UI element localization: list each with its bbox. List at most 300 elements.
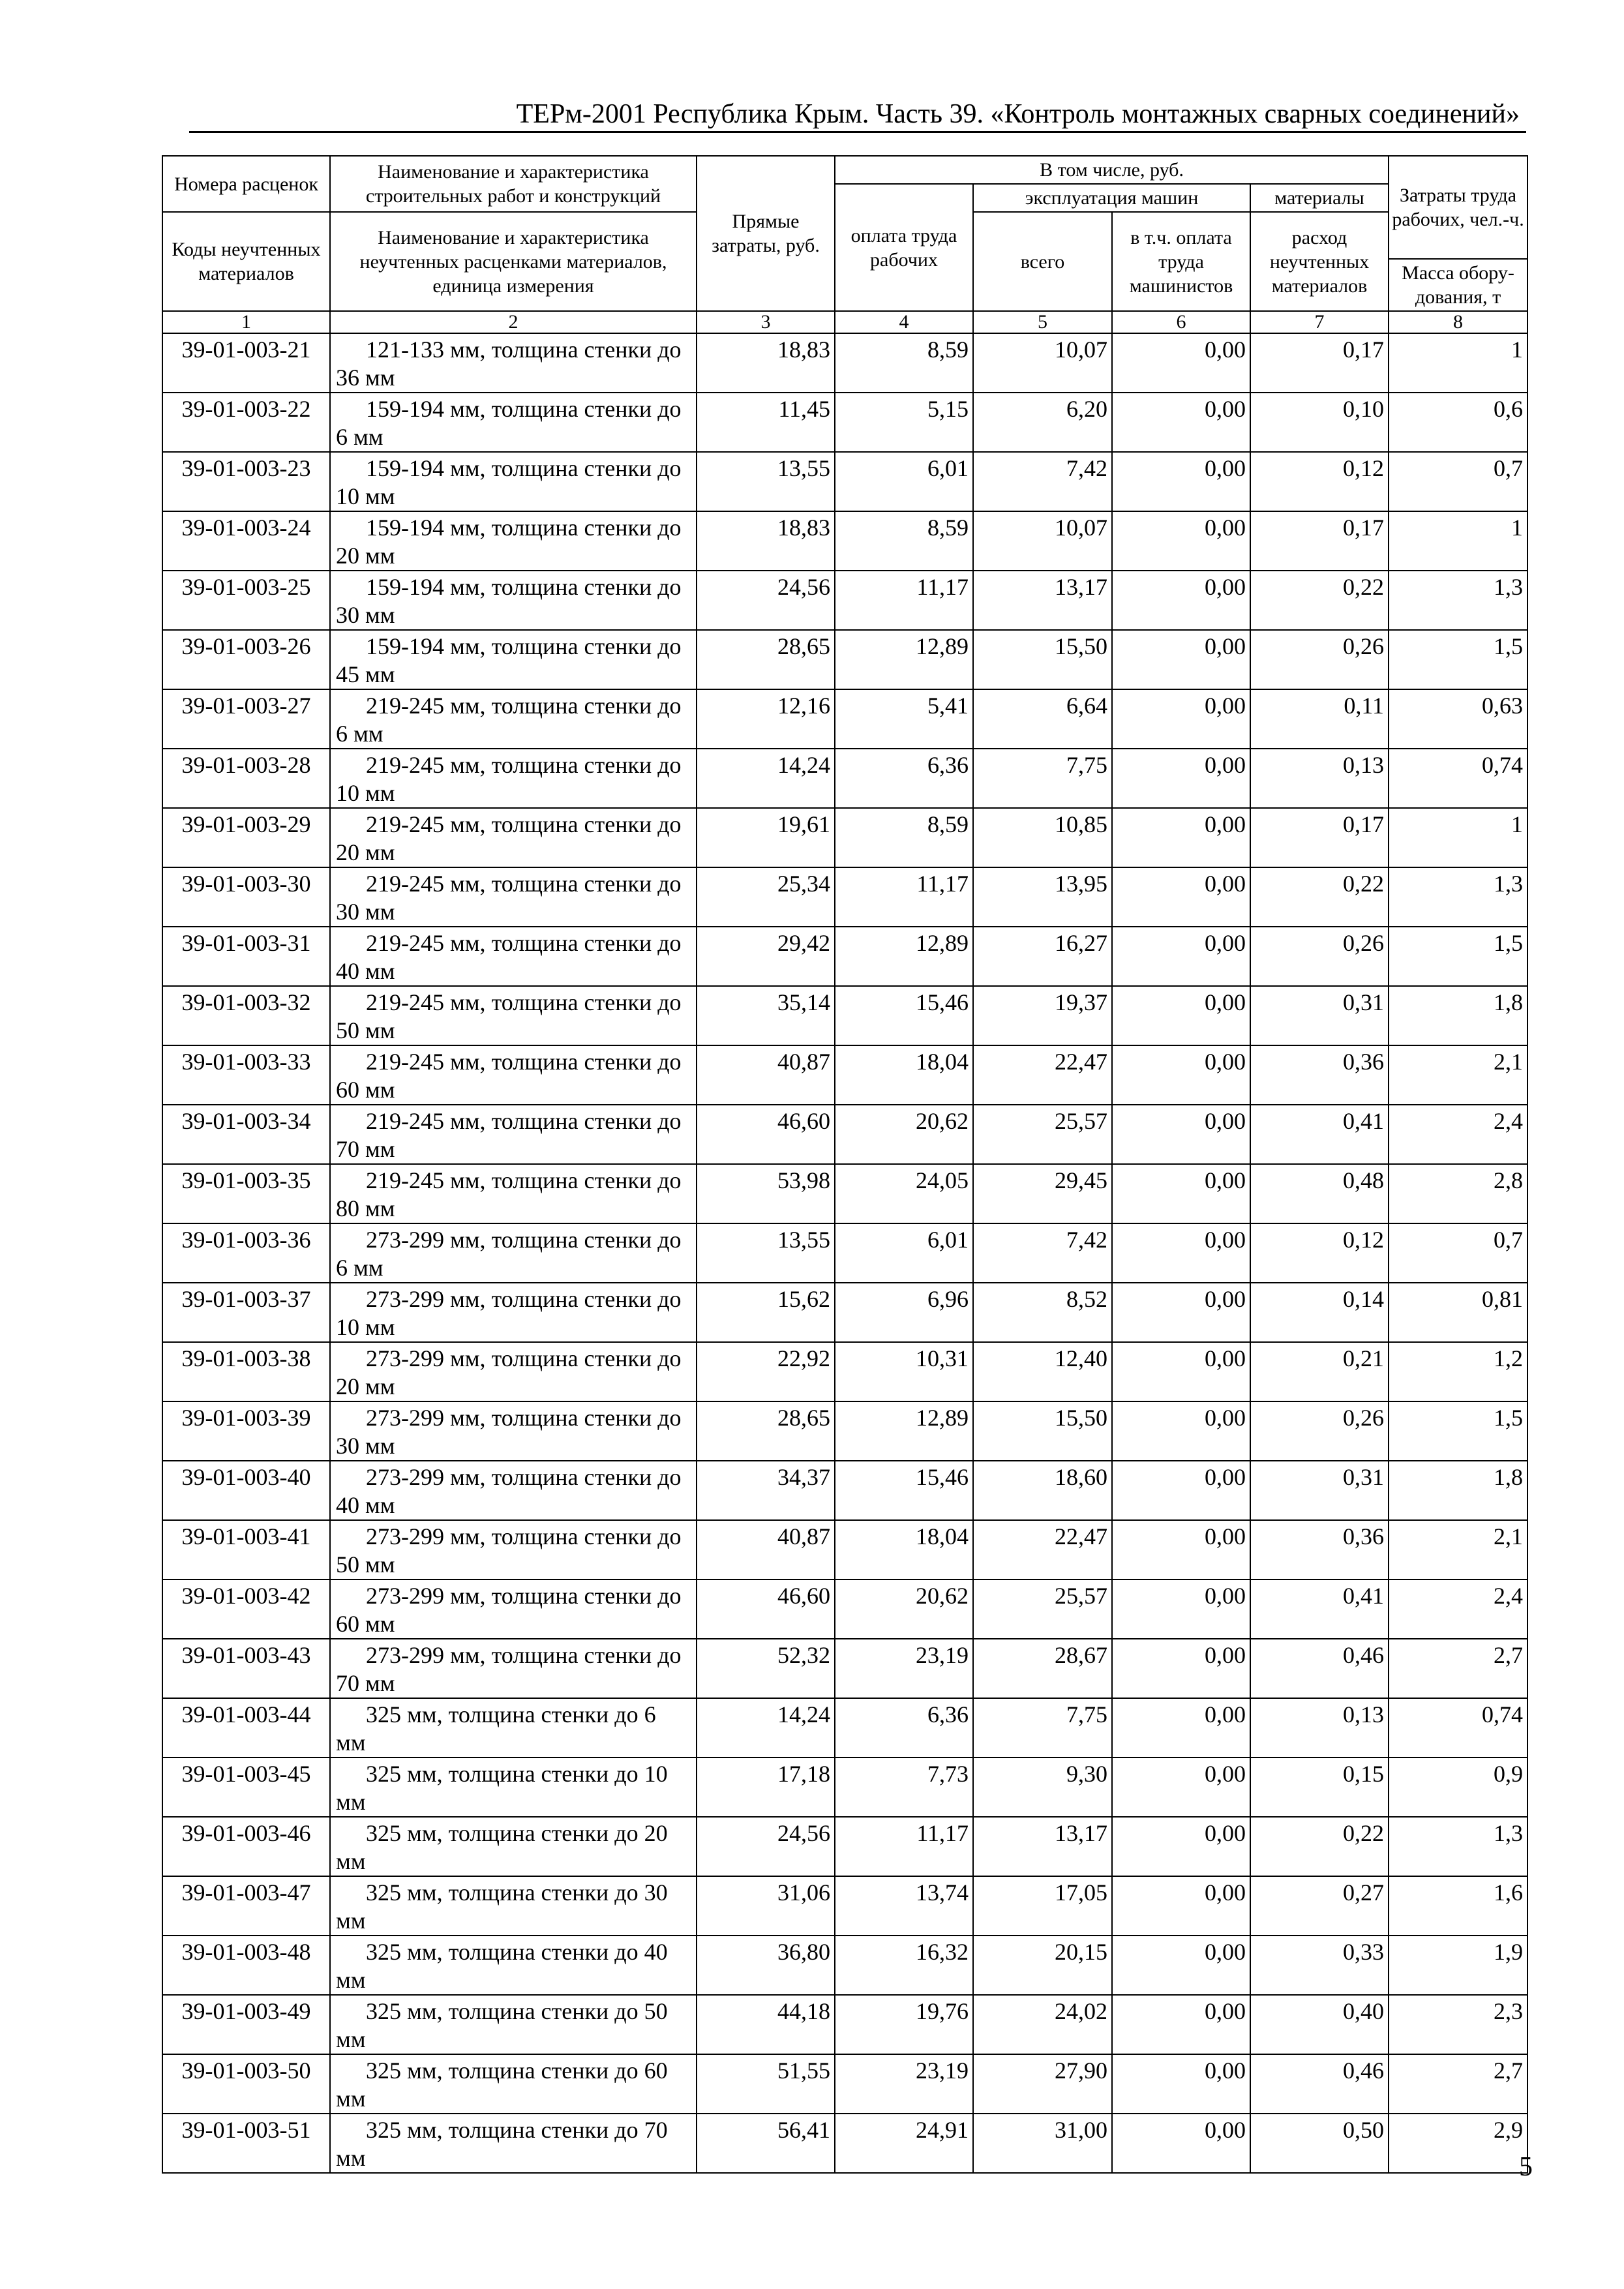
work-name: 159-194 мм, толщина стенки до 20 мм — [330, 511, 697, 571]
machine-total-cell: 13,95 — [973, 867, 1112, 927]
work-name: 273-299 мм, толщина стенки до 70 мм — [330, 1639, 697, 1698]
table-row — [162, 1758, 1527, 1817]
table-row — [162, 1045, 1527, 1105]
labor-hours-cell: 1,8 — [1389, 1461, 1527, 1520]
labor-hours-cell: 2,9 — [1389, 2114, 1527, 2173]
machine-total-cell: 10,07 — [973, 511, 1112, 571]
column-number: 4 — [835, 311, 973, 333]
table-row — [162, 1223, 1527, 1283]
labor-hours-cell: 1,5 — [1389, 1401, 1527, 1461]
labor-hours-cell: 1 — [1389, 511, 1527, 571]
rate-code: 39-01-003-34 — [162, 1105, 330, 1164]
labor-pay-cell: 24,91 — [835, 2114, 973, 2173]
header-machine-total: всего — [973, 212, 1112, 311]
table-row — [162, 1164, 1527, 1223]
direct-costs-cell: 40,87 — [697, 1520, 835, 1579]
machine-total-cell: 27,90 — [973, 2054, 1112, 2114]
work-name: 159-194 мм, толщина стенки до 6 мм — [330, 393, 697, 452]
rate-code: 39-01-003-31 — [162, 927, 330, 986]
machinist-pay-cell: 0,00 — [1112, 1876, 1250, 1936]
work-name: 325 мм, толщина стенки до 70 мм — [330, 2114, 697, 2173]
labor-pay-cell: 15,46 — [835, 1461, 973, 1520]
table-row — [162, 986, 1527, 1045]
machine-total-cell: 22,47 — [973, 1045, 1112, 1105]
rate-code: 39-01-003-45 — [162, 1758, 330, 1817]
table-row — [162, 927, 1527, 986]
machinist-pay-cell: 0,00 — [1112, 511, 1250, 571]
labor-pay-cell: 6,01 — [835, 452, 973, 511]
machinist-pay-cell: 0,00 — [1112, 1639, 1250, 1698]
labor-pay-cell: 13,74 — [835, 1876, 973, 1936]
direct-costs-cell: 40,87 — [697, 1045, 835, 1105]
labor-hours-cell: 0,9 — [1389, 1758, 1527, 1817]
labor-pay-cell: 11,17 — [835, 571, 973, 630]
machinist-pay-cell: 0,00 — [1112, 1995, 1250, 2054]
rate-code: 39-01-003-50 — [162, 2054, 330, 2114]
rate-code: 39-01-003-29 — [162, 808, 330, 867]
rate-code: 39-01-003-43 — [162, 1639, 330, 1698]
work-name: 219-245 мм, толщина стенки до 50 мм — [330, 986, 697, 1045]
labor-pay-cell: 20,62 — [835, 1579, 973, 1639]
header-labor-costs: Затраты труда рабочих, чел.-ч. — [1389, 156, 1527, 259]
machine-total-cell: 10,07 — [973, 333, 1112, 393]
table-row — [162, 1461, 1527, 1520]
column-number: 1 — [162, 311, 330, 333]
machinist-pay-cell: 0,00 — [1112, 393, 1250, 452]
labor-hours-cell: 2,1 — [1389, 1045, 1527, 1105]
materials-cell: 0,17 — [1250, 808, 1389, 867]
labor-hours-cell: 0,74 — [1389, 1698, 1527, 1758]
table-row — [162, 630, 1527, 689]
materials-cell: 0,17 — [1250, 511, 1389, 571]
table-row — [162, 1105, 1527, 1164]
direct-costs-cell: 36,80 — [697, 1936, 835, 1995]
rate-code: 39-01-003-38 — [162, 1342, 330, 1401]
materials-cell: 0,22 — [1250, 867, 1389, 927]
machine-total-cell: 16,27 — [973, 927, 1112, 986]
labor-pay-cell: 24,05 — [835, 1164, 973, 1223]
table-row — [162, 1283, 1527, 1342]
table-row — [162, 571, 1527, 630]
labor-pay-cell: 12,89 — [835, 1401, 973, 1461]
labor-pay-cell: 16,32 — [835, 1936, 973, 1995]
labor-hours-cell: 1,5 — [1389, 630, 1527, 689]
table-row — [162, 393, 1527, 452]
machine-total-cell: 7,42 — [973, 1223, 1112, 1283]
rate-code: 39-01-003-26 — [162, 630, 330, 689]
rate-code: 39-01-003-32 — [162, 986, 330, 1045]
rate-code: 39-01-003-24 — [162, 511, 330, 571]
machinist-pay-cell: 0,00 — [1112, 2054, 1250, 2114]
labor-hours-cell: 2,7 — [1389, 2054, 1527, 2114]
labor-pay-cell: 10,31 — [835, 1342, 973, 1401]
machine-total-cell: 19,37 — [973, 986, 1112, 1045]
machine-total-cell: 10,85 — [973, 808, 1112, 867]
rate-code: 39-01-003-30 — [162, 867, 330, 927]
materials-cell: 0,11 — [1250, 689, 1389, 749]
column-number: 7 — [1250, 311, 1389, 333]
machine-total-cell: 7,75 — [973, 749, 1112, 808]
work-name: 219-245 мм, толщина стенки до 20 мм — [330, 808, 697, 867]
direct-costs-cell: 51,55 — [697, 2054, 835, 2114]
labor-pay-cell: 7,73 — [835, 1758, 973, 1817]
machine-total-cell: 13,17 — [973, 571, 1112, 630]
machinist-pay-cell: 0,00 — [1112, 689, 1250, 749]
machinist-pay-cell: 0,00 — [1112, 2114, 1250, 2173]
machinist-pay-cell: 0,00 — [1112, 927, 1250, 986]
direct-costs-cell: 46,60 — [697, 1105, 835, 1164]
labor-hours-cell: 2,4 — [1389, 1105, 1527, 1164]
machinist-pay-cell: 0,00 — [1112, 1698, 1250, 1758]
work-name: 219-245 мм, толщина стенки до 10 мм — [330, 749, 697, 808]
table-row — [162, 2114, 1527, 2173]
materials-cell: 0,50 — [1250, 2114, 1389, 2173]
materials-cell: 0,31 — [1250, 1461, 1389, 1520]
machinist-pay-cell: 0,00 — [1112, 1105, 1250, 1164]
table-row — [162, 1579, 1527, 1639]
labor-pay-cell: 8,59 — [835, 333, 973, 393]
table-row — [162, 1995, 1527, 2054]
machine-total-cell: 7,42 — [973, 452, 1112, 511]
labor-pay-cell: 12,89 — [835, 927, 973, 986]
rate-code: 39-01-003-37 — [162, 1283, 330, 1342]
direct-costs-cell: 19,61 — [697, 808, 835, 867]
labor-hours-cell: 1,6 — [1389, 1876, 1527, 1936]
rate-code: 39-01-003-36 — [162, 1223, 330, 1283]
machinist-pay-cell: 0,00 — [1112, 571, 1250, 630]
labor-pay-cell: 8,59 — [835, 808, 973, 867]
machine-total-cell: 28,67 — [973, 1639, 1112, 1698]
header-unaccounted-materials: расход неучтенных материалов — [1250, 212, 1389, 311]
header-materials: материалы — [1250, 184, 1389, 212]
labor-pay-cell: 5,41 — [835, 689, 973, 749]
machinist-pay-cell: 0,00 — [1112, 749, 1250, 808]
work-name: 219-245 мм, толщина стенки до 6 мм — [330, 689, 697, 749]
table-row — [162, 452, 1527, 511]
column-number-row — [162, 311, 1527, 333]
machinist-pay-cell: 0,00 — [1112, 1164, 1250, 1223]
labor-hours-cell: 1,2 — [1389, 1342, 1527, 1401]
labor-hours-cell: 2,3 — [1389, 1995, 1527, 2054]
rate-code: 39-01-003-48 — [162, 1936, 330, 1995]
work-name: 219-245 мм, толщина стенки до 30 мм — [330, 867, 697, 927]
work-name: 325 мм, толщина стенки до 20 мм — [330, 1817, 697, 1876]
labor-hours-cell: 1 — [1389, 333, 1527, 393]
direct-costs-cell: 53,98 — [697, 1164, 835, 1223]
machinist-pay-cell: 0,00 — [1112, 1758, 1250, 1817]
rate-code: 39-01-003-40 — [162, 1461, 330, 1520]
labor-hours-cell: 1,5 — [1389, 927, 1527, 986]
machinist-pay-cell: 0,00 — [1112, 1520, 1250, 1579]
direct-costs-cell: 56,41 — [697, 2114, 835, 2173]
header-rule — [189, 131, 1526, 133]
direct-costs-cell: 17,18 — [697, 1758, 835, 1817]
machinist-pay-cell: 0,00 — [1112, 808, 1250, 867]
materials-cell: 0,10 — [1250, 393, 1389, 452]
work-name: 219-245 мм, толщина стенки до 70 мм — [330, 1105, 697, 1164]
labor-hours-cell: 1,3 — [1389, 1817, 1527, 1876]
work-name: 273-299 мм, толщина стенки до 20 мм — [330, 1342, 697, 1401]
materials-cell: 0,13 — [1250, 1698, 1389, 1758]
rates-table — [162, 155, 1528, 2174]
table-row — [162, 1698, 1527, 1758]
materials-cell: 0,26 — [1250, 927, 1389, 986]
rate-code: 39-01-003-23 — [162, 452, 330, 511]
direct-costs-cell: 13,55 — [697, 452, 835, 511]
machinist-pay-cell: 0,00 — [1112, 986, 1250, 1045]
header-direct-costs: Прямые затраты, руб. — [697, 156, 835, 311]
materials-cell: 0,15 — [1250, 1758, 1389, 1817]
direct-costs-cell: 24,56 — [697, 1817, 835, 1876]
column-number: 5 — [973, 311, 1112, 333]
labor-pay-cell: 12,89 — [835, 630, 973, 689]
work-name: 219-245 мм, толщина стенки до 60 мм — [330, 1045, 697, 1105]
labor-pay-cell: 15,46 — [835, 986, 973, 1045]
rate-code: 39-01-003-39 — [162, 1401, 330, 1461]
table-row — [162, 333, 1527, 393]
table-row — [162, 867, 1527, 927]
work-name: 273-299 мм, толщина стенки до 6 мм — [330, 1223, 697, 1283]
materials-cell: 0,14 — [1250, 1283, 1389, 1342]
materials-cell: 0,12 — [1250, 452, 1389, 511]
direct-costs-cell: 29,42 — [697, 927, 835, 986]
machine-total-cell: 15,50 — [973, 630, 1112, 689]
labor-hours-cell: 2,8 — [1389, 1164, 1527, 1223]
direct-costs-cell: 44,18 — [697, 1995, 835, 2054]
materials-cell: 0,41 — [1250, 1105, 1389, 1164]
table-body — [162, 333, 1527, 2173]
materials-cell: 0,46 — [1250, 1639, 1389, 1698]
labor-hours-cell: 2,1 — [1389, 1520, 1527, 1579]
rate-code: 39-01-003-27 — [162, 689, 330, 749]
table-row — [162, 808, 1527, 867]
machine-total-cell: 31,00 — [973, 2114, 1112, 2173]
machine-total-cell: 29,45 — [973, 1164, 1112, 1223]
work-name: 219-245 мм, толщина стенки до 80 мм — [330, 1164, 697, 1223]
labor-pay-cell: 11,17 — [835, 867, 973, 927]
direct-costs-cell: 35,14 — [697, 986, 835, 1045]
direct-costs-cell: 14,24 — [697, 749, 835, 808]
machine-total-cell: 6,64 — [973, 689, 1112, 749]
work-name: 325 мм, толщина стенки до 10 мм — [330, 1758, 697, 1817]
rate-code: 39-01-003-25 — [162, 571, 330, 630]
work-name: 159-194 мм, толщина стенки до 30 мм — [330, 571, 697, 630]
machinist-pay-cell: 0,00 — [1112, 1401, 1250, 1461]
materials-cell: 0,22 — [1250, 571, 1389, 630]
rate-code: 39-01-003-41 — [162, 1520, 330, 1579]
rate-code: 39-01-003-28 — [162, 749, 330, 808]
header-unaccounted-material-description: Наименование и характеристика неучтенных расценками материалов, единица измерения — [330, 212, 697, 311]
table-row — [162, 1401, 1527, 1461]
materials-cell: 0,26 — [1250, 1401, 1389, 1461]
machinist-pay-cell: 0,00 — [1112, 1936, 1250, 1995]
direct-costs-cell: 11,45 — [697, 393, 835, 452]
materials-cell: 0,22 — [1250, 1817, 1389, 1876]
machine-total-cell: 7,75 — [973, 1698, 1112, 1758]
work-name: 219-245 мм, толщина стенки до 40 мм — [330, 927, 697, 986]
labor-hours-cell: 1,9 — [1389, 1936, 1527, 1995]
work-name: 273-299 мм, толщина стенки до 50 мм — [330, 1520, 697, 1579]
rate-code: 39-01-003-46 — [162, 1817, 330, 1876]
direct-costs-cell: 34,37 — [697, 1461, 835, 1520]
labor-hours-cell: 0,7 — [1389, 1223, 1527, 1283]
table-row — [162, 1639, 1527, 1698]
table-row — [162, 1520, 1527, 1579]
work-name: 325 мм, толщина стенки до 30 мм — [330, 1876, 697, 1936]
machinist-pay-cell: 0,00 — [1112, 1579, 1250, 1639]
labor-hours-cell: 1 — [1389, 808, 1527, 867]
machine-total-cell: 15,50 — [973, 1401, 1112, 1461]
labor-hours-cell: 1,8 — [1389, 986, 1527, 1045]
column-number: 2 — [330, 311, 697, 333]
machine-total-cell: 9,30 — [973, 1758, 1112, 1817]
work-name: 273-299 мм, толщина стенки до 40 мм — [330, 1461, 697, 1520]
labor-pay-cell: 6,36 — [835, 1698, 973, 1758]
rate-code: 39-01-003-51 — [162, 2114, 330, 2173]
direct-costs-cell: 22,92 — [697, 1342, 835, 1401]
table-row — [162, 1876, 1527, 1936]
direct-costs-cell: 24,56 — [697, 571, 835, 630]
header-equipment-mass: Масса обору-дования, т — [1389, 259, 1527, 311]
direct-costs-cell: 18,83 — [697, 333, 835, 393]
machinist-pay-cell: 0,00 — [1112, 1461, 1250, 1520]
labor-pay-cell: 6,01 — [835, 1223, 973, 1283]
header-including: В том числе, руб. — [835, 156, 1389, 184]
direct-costs-cell: 31,06 — [697, 1876, 835, 1936]
table-row — [162, 2054, 1527, 2114]
machinist-pay-cell: 0,00 — [1112, 867, 1250, 927]
machine-total-cell: 20,15 — [973, 1936, 1112, 1995]
direct-costs-cell: 15,62 — [697, 1283, 835, 1342]
work-name: 121-133 мм, толщина стенки до 36 мм — [330, 333, 697, 393]
work-name: 273-299 мм, толщина стенки до 60 мм — [330, 1579, 697, 1639]
machinist-pay-cell: 0,00 — [1112, 1342, 1250, 1401]
machinist-pay-cell: 0,00 — [1112, 630, 1250, 689]
materials-cell: 0,33 — [1250, 1936, 1389, 1995]
rate-code: 39-01-003-33 — [162, 1045, 330, 1105]
labor-pay-cell: 19,76 — [835, 1995, 973, 2054]
materials-cell: 0,13 — [1250, 749, 1389, 808]
machinist-pay-cell: 0,00 — [1112, 1283, 1250, 1342]
machine-total-cell: 18,60 — [973, 1461, 1112, 1520]
machinist-pay-cell: 0,00 — [1112, 1223, 1250, 1283]
materials-cell: 0,41 — [1250, 1579, 1389, 1639]
table-row — [162, 1936, 1527, 1995]
materials-cell: 0,40 — [1250, 1995, 1389, 2054]
machinist-pay-cell: 0,00 — [1112, 1817, 1250, 1876]
direct-costs-cell: 46,60 — [697, 1579, 835, 1639]
work-name: 325 мм, толщина стенки до 50 мм — [330, 1995, 697, 2054]
rate-code: 39-01-003-21 — [162, 333, 330, 393]
header-unaccounted-material-codes: Коды неучтенных материалов — [162, 212, 330, 311]
machine-total-cell: 24,02 — [973, 1995, 1112, 2054]
work-name: 325 мм, толщина стенки до 60 мм — [330, 2054, 697, 2114]
table-row — [162, 689, 1527, 749]
materials-cell: 0,26 — [1250, 630, 1389, 689]
header-labor-pay: оплата труда рабочих — [835, 184, 973, 311]
materials-cell: 0,21 — [1250, 1342, 1389, 1401]
machine-total-cell: 25,57 — [973, 1105, 1112, 1164]
rate-code: 39-01-003-35 — [162, 1164, 330, 1223]
rate-code: 39-01-003-49 — [162, 1995, 330, 2054]
rate-code: 39-01-003-42 — [162, 1579, 330, 1639]
labor-pay-cell: 23,19 — [835, 1639, 973, 1698]
rate-code: 39-01-003-22 — [162, 393, 330, 452]
labor-hours-cell: 1,3 — [1389, 571, 1527, 630]
labor-pay-cell: 6,36 — [835, 749, 973, 808]
materials-cell: 0,12 — [1250, 1223, 1389, 1283]
machinist-pay-cell: 0,00 — [1112, 1045, 1250, 1105]
labor-pay-cell: 6,96 — [835, 1283, 973, 1342]
direct-costs-cell: 14,24 — [697, 1698, 835, 1758]
table-header — [162, 156, 1527, 333]
work-name: 159-194 мм, толщина стенки до 45 мм — [330, 630, 697, 689]
column-number: 8 — [1389, 311, 1527, 333]
work-name: 325 мм, толщина стенки до 6 мм — [330, 1698, 697, 1758]
materials-cell: 0,27 — [1250, 1876, 1389, 1936]
materials-cell: 0,31 — [1250, 986, 1389, 1045]
materials-cell: 0,17 — [1250, 333, 1389, 393]
machine-total-cell: 8,52 — [973, 1283, 1112, 1342]
table-row — [162, 749, 1527, 808]
labor-hours-cell: 0,81 — [1389, 1283, 1527, 1342]
machine-total-cell: 25,57 — [973, 1579, 1112, 1639]
header-machine-operation: эксплуатация машин — [973, 184, 1250, 212]
labor-pay-cell: 8,59 — [835, 511, 973, 571]
machinist-pay-cell: 0,00 — [1112, 333, 1250, 393]
direct-costs-cell: 13,55 — [697, 1223, 835, 1283]
rate-code: 39-01-003-47 — [162, 1876, 330, 1936]
materials-cell: 0,48 — [1250, 1164, 1389, 1223]
direct-costs-cell: 28,65 — [697, 1401, 835, 1461]
work-name: 273-299 мм, толщина стенки до 30 мм — [330, 1401, 697, 1461]
table-row — [162, 1342, 1527, 1401]
labor-pay-cell: 18,04 — [835, 1520, 973, 1579]
direct-costs-cell: 28,65 — [697, 630, 835, 689]
labor-hours-cell: 1,3 — [1389, 867, 1527, 927]
direct-costs-cell: 25,34 — [697, 867, 835, 927]
work-name: 325 мм, толщина стенки до 40 мм — [330, 1936, 697, 1995]
materials-cell: 0,36 — [1250, 1045, 1389, 1105]
table-row — [162, 511, 1527, 571]
machine-total-cell: 12,40 — [973, 1342, 1112, 1401]
labor-hours-cell: 2,7 — [1389, 1639, 1527, 1698]
direct-costs-cell: 18,83 — [697, 511, 835, 571]
labor-hours-cell: 0,7 — [1389, 452, 1527, 511]
labor-hours-cell: 0,6 — [1389, 393, 1527, 452]
column-number: 6 — [1112, 311, 1250, 333]
labor-pay-cell: 5,15 — [835, 393, 973, 452]
header-work-description: Наименование и характеристика строительных работ и конструкций — [330, 156, 697, 212]
labor-hours-cell: 0,63 — [1389, 689, 1527, 749]
machine-total-cell: 6,20 — [973, 393, 1112, 452]
table-row — [162, 1817, 1527, 1876]
labor-pay-cell: 20,62 — [835, 1105, 973, 1164]
machine-total-cell: 13,17 — [973, 1817, 1112, 1876]
direct-costs-cell: 12,16 — [697, 689, 835, 749]
rate-code: 39-01-003-44 — [162, 1698, 330, 1758]
labor-hours-cell: 0,74 — [1389, 749, 1527, 808]
machine-total-cell: 22,47 — [973, 1520, 1112, 1579]
work-name: 273-299 мм, толщина стенки до 10 мм — [330, 1283, 697, 1342]
machine-total-cell: 17,05 — [973, 1876, 1112, 1936]
document-header-title: ТЕРм-2001 Республика Крым. Часть 39. «Контроль монтажных сварных соединений» — [516, 99, 1520, 129]
labor-hours-cell: 2,4 — [1389, 1579, 1527, 1639]
labor-pay-cell: 23,19 — [835, 2054, 973, 2114]
header-rate-numbers: Номера расценок — [162, 156, 330, 212]
header-machinist-pay: в т.ч. оплата труда машинистов — [1112, 212, 1250, 311]
materials-cell: 0,46 — [1250, 2054, 1389, 2114]
